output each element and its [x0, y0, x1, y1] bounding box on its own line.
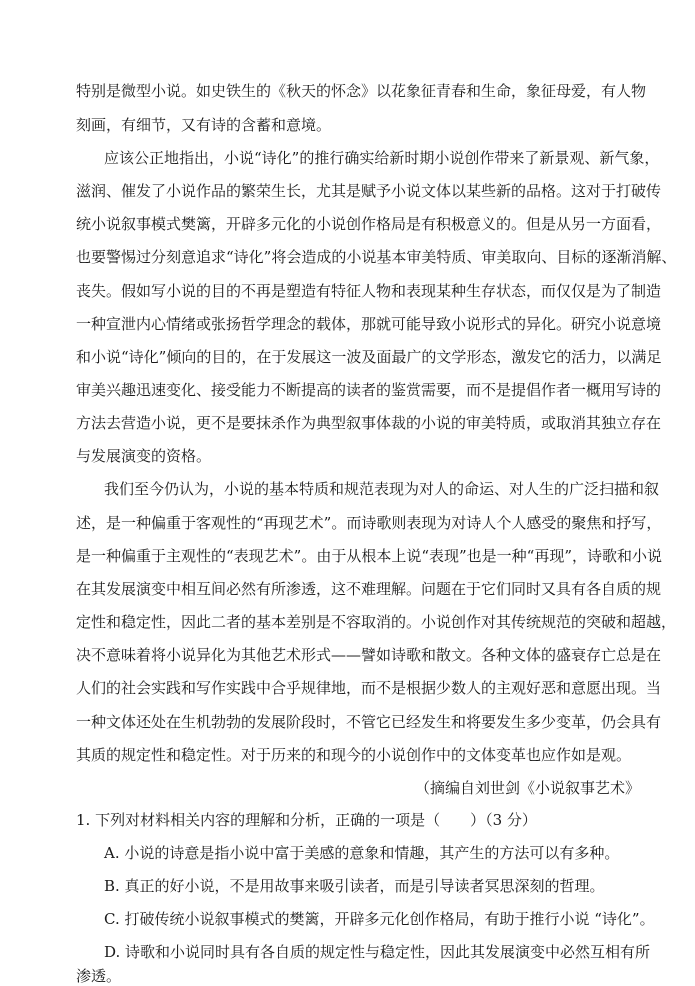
paragraph-line: 和小说“诗化”倾向的目的，在于发展这一波及面最广的文学形态，激发它的活力，以满足 [76, 348, 662, 366]
option-d-continuation: 渗透。 [76, 967, 122, 985]
paragraph-line: 一种宣泄内心情绪或张扬哲学理念的载体，那就可能导致小说形式的异化。研究小说意境 [76, 315, 662, 333]
paragraph-line: 是一种偏重于主观性的“表现艺术”。由于从根本上说“表现”也是一种“再现”，诗歌和小说 [76, 547, 663, 565]
paragraph-line: 丧失。假如写小说的目的不再是塑造有特征人物和表现某种生存状态，而仅仅是为了制造 [76, 282, 662, 300]
paragraph-line: 定性和稳定性，因此二者的基本差别是不容取消的。小说创作对其传统规范的突破和超越， [76, 613, 677, 631]
paragraph-line: 方法去营造小说，更不是要抹杀作为典型叙事体裁的小说的审美特质，或取消其独立存在 [76, 414, 662, 432]
option-c: C. 打破传统小说叙事模式的樊篱，开辟多元化创作格局，有助于推行小说 “诗化”。 [104, 910, 655, 928]
paragraph-line: 述，是一种偏重于客观性的“再现艺术”。而诗歌则表现为对诗人个人感受的聚焦和抒写， [76, 514, 662, 532]
question-stem: 1. 下列对材料相关内容的理解和分析，正确的一项是（ ）（3 分） [76, 811, 537, 829]
paragraph-line: 应该公正地指出，小说“诗化”的推行确实给新时期小说创作带来了新景观、新气象， [104, 149, 660, 167]
option-b: B. 真正的好小说，不是用故事来吸引读者，而是引导读者冥思深刻的哲理。 [104, 877, 605, 895]
paragraph-line: 一种文体还处在生机勃勃的发展阶段时，不管它已经发生和将要发生多少变革，仍会具有 [76, 713, 662, 731]
paragraph-line: 决不意味着将小说异化为其他艺术形式——譬如诗歌和散文。各种文体的盛衰存亡总是在 [76, 646, 662, 664]
option-d: D. 诗歌和小说同时具有各自质的规定性与稳定性，因此其发展演变中必然互相有所 [104, 943, 651, 961]
paragraph-line: 在其发展演变中相互间必然有所渗透，这不难理解。问题在于它们同时又具有各自质的规 [76, 580, 662, 598]
paragraph-line: 刻画，有细节，又有诗的含蓄和意境。 [76, 116, 332, 134]
paragraph-line: 与发展演变的资格。 [76, 447, 212, 465]
paragraph-line: 也要警惕过分刻意追求“诗化”将会造成的小说基本审美特质、审美取向、目标的逐渐消解、 [76, 248, 677, 266]
paragraph-line: 人们的社会实践和写作实践中合乎规律地，而不是根据少数人的主观好恶和意愿出现。当 [76, 679, 662, 697]
option-a: A. 小说的诗意是指小说中富于美感的意象和情趣，其产生的方法可以有多种。 [104, 844, 620, 862]
paragraph-line: 滋润、催发了小说作品的繁荣生长，尤其是赋予小说文体以某些新的品格。这对于打破传 [76, 182, 662, 200]
source-citation: （摘编自刘世剑《小说叙事艺术》 [414, 779, 640, 797]
paragraph-line: 特别是微型小说。如史铁生的《秋天的怀念》以花象征青春和生命，象征母爱，有人物 [76, 82, 647, 100]
paragraph-line: 其质的规定性和稳定性。对于历来的和现今的小说创作中的文体变革也应作如是观。 [76, 746, 632, 764]
paragraph-line: 我们至今仍认为，小说的基本特质和规范表现为对人的命运、对人生的广泛扫描和叙 [104, 480, 660, 498]
paragraph-line: 审美兴趣迅速变化、接受能力不断提高的读者的鉴赏需要，而不是提倡作者一概用写诗的 [76, 381, 662, 399]
paragraph-line: 统小说叙事模式樊篱，开辟多元化的小说创作格局是有积极意义的。但是从另一方面看， [76, 215, 662, 233]
